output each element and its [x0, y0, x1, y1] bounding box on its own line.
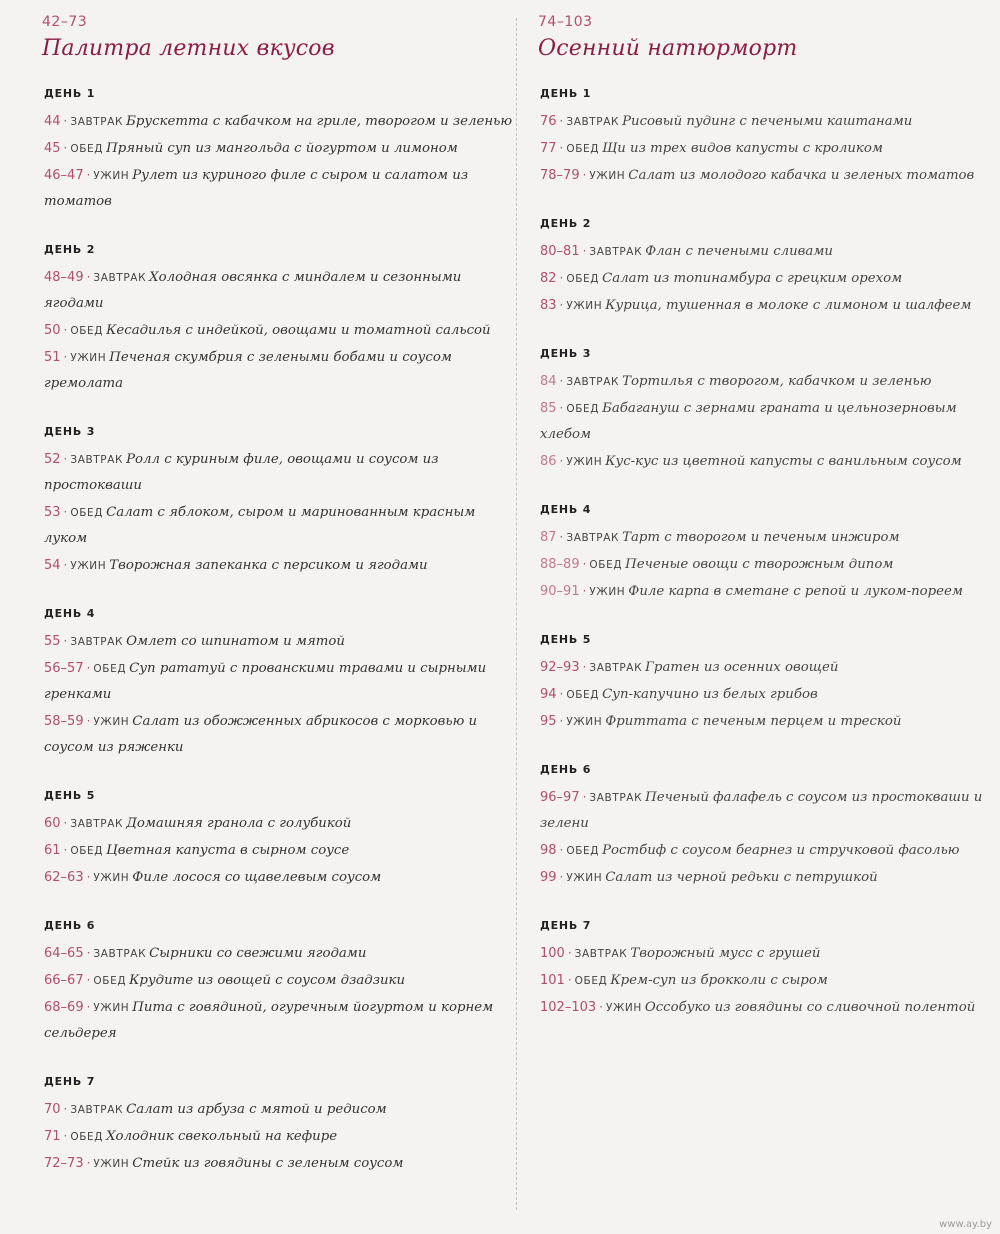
dish-name: Пряный суп из мангольда с йогуртом и лимоном — [106, 141, 458, 156]
menu-entry — [44, 810, 514, 837]
separator-dot: · — [559, 271, 564, 285]
dish-name: Ростбиф с соусом беарнез и стручковой фасолью — [602, 843, 960, 858]
meal-type: УЖИН — [93, 872, 130, 884]
menu-entry — [540, 578, 990, 605]
day-label: ДЕНЬ 6 — [540, 763, 592, 776]
dish-name: Гратен из осенних овощей — [645, 660, 839, 675]
meal-type: УЖИН — [566, 456, 603, 468]
menu-entry — [44, 344, 514, 397]
page-number: 80–81 — [540, 244, 580, 259]
day-label: ДЕНЬ 4 — [540, 503, 592, 516]
meal-type: ОБЕД — [574, 975, 608, 987]
dish-name: Суп рататуй с прованскими травами и сырными гренками — [44, 661, 487, 702]
separator-dot: · — [599, 1000, 603, 1014]
day-label: ДЕНЬ 7 — [44, 1075, 96, 1088]
dish-name: Творожный мусс с грушей — [630, 946, 821, 961]
meal-type: УЖИН — [93, 1158, 130, 1170]
separator-dot: · — [63, 114, 68, 128]
separator-dot: · — [86, 270, 91, 284]
separator-dot: · — [63, 816, 68, 830]
dish-name: Суп-капучино из белых грибов — [602, 687, 818, 702]
dish-name: Салат с яблоком, сыром и маринованным красным луком — [44, 505, 476, 546]
menu-entry — [44, 940, 514, 967]
separator-dot: · — [63, 1129, 68, 1143]
dish-name: Стейк из говядины с зеленым соусом — [132, 1156, 404, 1171]
separator-dot: · — [559, 114, 564, 128]
separator-dot: · — [86, 661, 91, 675]
meal-type: УЖИН — [589, 170, 626, 182]
meal-type: ЗАВТРАК — [566, 376, 620, 388]
day-block — [540, 763, 990, 891]
page-number: 83 — [540, 298, 557, 313]
dish-name: Сырники со свежими ягодами — [149, 946, 367, 961]
menu-entry — [540, 292, 990, 319]
page-number: 68–69 — [44, 1000, 84, 1015]
menu-entry — [540, 135, 990, 162]
meal-type: ЗАВТРАК — [70, 116, 124, 128]
menu-entry — [44, 655, 514, 708]
separator-dot: · — [86, 168, 91, 182]
menu-entry — [44, 552, 514, 579]
dish-name: Тортилья с творогом, кабачком и зеленью — [622, 374, 932, 389]
meal-type: УЖИН — [70, 352, 107, 364]
day-label: ДЕНЬ 3 — [540, 347, 592, 360]
day-label: ДЕНЬ 5 — [44, 789, 96, 802]
page-number: 56–57 — [44, 661, 84, 676]
separator-dot: · — [86, 1156, 91, 1170]
dish-name: Кус-кус из цветной капусты с ванильным соусом — [605, 454, 962, 469]
separator-dot: · — [559, 870, 564, 884]
menu-entry — [540, 967, 990, 994]
separator-dot: · — [63, 141, 68, 155]
dish-name: Печеные овощи с творожным дипом — [625, 557, 894, 572]
page-number: 102–103 — [540, 1000, 597, 1015]
menu-entry — [540, 654, 990, 681]
separator-dot: · — [559, 843, 564, 857]
separator-dot: · — [63, 323, 68, 337]
separator-dot: · — [559, 374, 564, 388]
meal-type: ОБЕД — [93, 975, 127, 987]
meal-type: ОБЕД — [566, 403, 600, 415]
page-number: 96–97 — [540, 790, 580, 805]
day-label: ДЕНЬ 3 — [44, 425, 96, 438]
page-number: 98 — [540, 843, 557, 858]
meal-type: ОБЕД — [566, 143, 600, 155]
menu-entry — [540, 368, 990, 395]
meal-type: ОБЕД — [589, 559, 623, 571]
separator-dot: · — [63, 505, 68, 519]
dish-name: Печеная скумбрия с зелеными бобами и соусом гремолата — [44, 350, 452, 391]
dish-name: Щи из трех видов капусты с кроликом — [602, 141, 883, 156]
meal-type: ОБЕД — [566, 689, 600, 701]
page-number: 62–63 — [44, 870, 84, 885]
days-list — [540, 87, 990, 1021]
dish-name: Тарт с творогом и печеным инжиром — [622, 530, 900, 545]
meal-type: ЗАВТРАК — [70, 818, 124, 830]
separator-dot: · — [86, 714, 91, 728]
autumn-menu-column — [540, 14, 990, 1049]
meal-type: УЖИН — [93, 716, 130, 728]
meal-type: ОБЕД — [70, 325, 104, 337]
dish-name: Брускетта с кабачком на гриле, творогом и зеленью — [126, 114, 513, 129]
dish-name: Филе лосося со щавелевым соусом — [132, 870, 382, 885]
page-range: 74–103 — [538, 14, 593, 30]
dish-name: Филе карпа в сметане с репой и луком-пореем — [628, 584, 963, 599]
page-number: 95 — [540, 714, 557, 729]
page-number: 87 — [540, 530, 557, 545]
page-number: 100 — [540, 946, 565, 961]
separator-dot: · — [559, 141, 564, 155]
page-number: 70 — [44, 1102, 61, 1117]
meal-type: ЗАВТРАК — [70, 636, 124, 648]
meal-type: УЖИН — [589, 586, 626, 598]
menu-entry — [44, 162, 514, 215]
separator-dot: · — [559, 401, 564, 415]
dish-name: Рисовый пудинг с печеными каштанами — [622, 114, 913, 129]
page-number: 82 — [540, 271, 557, 286]
dish-name: Холодная овсянка с миндалем и сезонными ягодами — [44, 270, 462, 311]
page-number: 88–89 — [540, 557, 580, 572]
separator-dot: · — [86, 973, 91, 987]
menu-entry — [540, 708, 990, 735]
separator-dot: · — [582, 660, 587, 674]
menu-entry — [44, 628, 514, 655]
page-number: 60 — [44, 816, 61, 831]
page-number: 48–49 — [44, 270, 84, 285]
separator-dot: · — [63, 452, 68, 466]
meal-type: ОБЕД — [566, 845, 600, 857]
menu-entry — [44, 1096, 514, 1123]
meal-type: УЖИН — [93, 1002, 130, 1014]
menu-entry — [540, 524, 990, 551]
dish-name: Салат из обожженных абрикосов с морковью и соусом из ряженки — [44, 714, 478, 755]
meal-type: ЗАВТРАК — [93, 948, 147, 960]
dish-name: Цветная капуста в сырном соусе — [106, 843, 350, 858]
day-label: ДЕНЬ 1 — [540, 87, 592, 100]
dish-name: Печеный фалафель с соусом из простокваши и зелени — [540, 790, 983, 831]
section-title: Осенний натюрморт — [538, 36, 798, 61]
page-number: 53 — [44, 505, 61, 520]
dish-name: Творожная запеканка с персиком и ягодами — [109, 558, 428, 573]
separator-dot: · — [63, 558, 68, 572]
summer-menu-column — [44, 14, 514, 1205]
menu-entry — [44, 264, 514, 317]
menu-entry — [540, 162, 990, 189]
menu-entry — [44, 1123, 514, 1150]
menu-entry — [44, 446, 514, 499]
page-number: 86 — [540, 454, 557, 469]
dish-name: Салат из черной редьки с петрушкой — [605, 870, 878, 885]
page-number: 66–67 — [44, 973, 84, 988]
page-number: 45 — [44, 141, 61, 156]
separator-dot: · — [567, 946, 572, 960]
dish-name: Омлет со шпинатом и мятой — [126, 634, 345, 649]
page-number: 58–59 — [44, 714, 84, 729]
meal-type: ЗАВТРАК — [589, 792, 643, 804]
separator-dot: · — [63, 350, 68, 364]
page-number: 90–91 — [540, 584, 580, 599]
day-block — [44, 87, 514, 215]
menu-entry — [540, 448, 990, 475]
meal-type: УЖИН — [566, 716, 603, 728]
separator-dot: · — [63, 843, 68, 857]
separator-dot: · — [559, 687, 564, 701]
meal-type: ЗАВТРАК — [93, 272, 147, 284]
page-number: 46–47 — [44, 168, 84, 183]
meal-type: УЖИН — [93, 170, 130, 182]
day-block — [44, 789, 514, 891]
day-label: ДЕНЬ 4 — [44, 607, 96, 620]
meal-type: УЖИН — [605, 1002, 642, 1014]
page-number: 72–73 — [44, 1156, 84, 1171]
meal-type: УЖИН — [566, 300, 603, 312]
separator-dot: · — [86, 870, 91, 884]
day-block — [540, 87, 990, 189]
day-label: ДЕНЬ 2 — [44, 243, 96, 256]
separator-dot: · — [559, 530, 564, 544]
page-number: 76 — [540, 114, 557, 129]
dish-name: Салат из арбуза с мятой и редисом — [126, 1102, 387, 1117]
menu-entry — [44, 135, 514, 162]
menu-entry — [540, 994, 990, 1021]
day-block — [44, 1075, 514, 1177]
meal-type: ОБЕД — [70, 507, 104, 519]
meal-type: ЗАВТРАК — [589, 246, 643, 258]
days-list — [44, 87, 514, 1177]
dish-name: Бабагануш с зернами граната и цельнозерновым хлебом — [540, 401, 957, 442]
page-number: 78–79 — [540, 168, 580, 183]
day-label: ДЕНЬ 5 — [540, 633, 592, 646]
dish-name: Фриттата с печеным перцем и треской — [605, 714, 902, 729]
menu-entry — [44, 708, 514, 761]
menu-entry — [44, 864, 514, 891]
menu-entry — [540, 265, 990, 292]
meal-type: ЗАВТРАК — [70, 1104, 124, 1116]
dish-name: Ролл с куриным филе, овощами и соусом из простокваши — [44, 452, 439, 493]
menu-entry — [44, 994, 514, 1047]
day-block — [540, 919, 990, 1021]
page-number: 77 — [540, 141, 557, 156]
separator-dot: · — [582, 557, 587, 571]
dish-name: Крудите из овощей с соусом дзадзики — [129, 973, 406, 988]
page-range: 42–73 — [42, 14, 88, 30]
page-number: 44 — [44, 114, 61, 129]
watermark: www.ay.by — [939, 1219, 992, 1230]
page-number: 101 — [540, 973, 565, 988]
menu-entry — [540, 681, 990, 708]
page-number: 55 — [44, 634, 61, 649]
separator-dot: · — [63, 1102, 68, 1116]
page-number: 99 — [540, 870, 557, 885]
menu-entry — [44, 967, 514, 994]
page-number: 52 — [44, 452, 61, 467]
menu-entry — [44, 108, 514, 135]
meal-type: ЗАВТРАК — [589, 662, 643, 674]
menu-entry — [44, 499, 514, 552]
day-block — [540, 217, 990, 319]
menu-entry — [540, 784, 990, 837]
meal-type: ЗАВТРАК — [566, 116, 620, 128]
dish-name: Пита с говядиной, огуречным йогуртом и корнем сельдерея — [44, 1000, 494, 1041]
day-label: ДЕНЬ 2 — [540, 217, 592, 230]
page-number: 50 — [44, 323, 61, 338]
dish-name: Курица, тушенная в молоке с лимоном и шалфеем — [605, 298, 972, 313]
meal-type: ОБЕД — [566, 273, 600, 285]
meal-type: УЖИН — [566, 872, 603, 884]
dish-name: Салат из молодого кабачка и зеленых томатов — [628, 168, 975, 183]
meal-type: УЖИН — [70, 560, 107, 572]
dish-name: Домашняя гранола с голубикой — [126, 816, 352, 831]
day-block — [44, 243, 514, 397]
dish-name: Холодник свекольный на кефире — [106, 1129, 338, 1144]
separator-dot: · — [86, 1000, 91, 1014]
meal-type: ЗАВТРАК — [566, 532, 620, 544]
separator-dot: · — [63, 634, 68, 648]
separator-dot: · — [582, 584, 587, 598]
menu-entry — [540, 238, 990, 265]
day-block — [540, 503, 990, 605]
menu-entry — [44, 837, 514, 864]
menu-entry — [44, 317, 514, 344]
meal-type: ОБЕД — [70, 1131, 104, 1143]
menu-entry — [540, 551, 990, 578]
page-number: 92–93 — [540, 660, 580, 675]
dish-name: Оссобуко из говядины со сливочной полентой — [644, 1000, 976, 1015]
separator-dot: · — [559, 454, 564, 468]
day-block — [44, 425, 514, 579]
page-number: 94 — [540, 687, 557, 702]
meal-type: ЗАВТРАК — [574, 948, 628, 960]
day-block — [44, 607, 514, 761]
separator-dot: · — [582, 790, 587, 804]
menu-entry — [44, 1150, 514, 1177]
menu-entry — [540, 864, 990, 891]
menu-entry — [540, 837, 990, 864]
day-label: ДЕНЬ 1 — [44, 87, 96, 100]
dish-name: Флан с печеными сливами — [645, 244, 833, 259]
dish-name: Рулет из куриного филе с сыром и салатом из томатов — [44, 168, 469, 209]
meal-type: ОБЕД — [70, 143, 104, 155]
separator-dot: · — [582, 168, 587, 182]
separator-dot: · — [582, 244, 587, 258]
day-label: ДЕНЬ 6 — [44, 919, 96, 932]
menu-entry — [540, 108, 990, 135]
page-number: 71 — [44, 1129, 61, 1144]
dish-name: Салат из топинамбура с грецким орехом — [602, 271, 903, 286]
separator-dot: · — [559, 714, 564, 728]
separator-dot: · — [86, 946, 91, 960]
separator-dot: · — [559, 298, 564, 312]
page-number: 61 — [44, 843, 61, 858]
day-label: ДЕНЬ 7 — [540, 919, 592, 932]
meal-type: ОБЕД — [70, 845, 104, 857]
page-number: 51 — [44, 350, 61, 365]
dish-name: Крем-суп из брокколи с сыром — [610, 973, 828, 988]
day-block — [540, 347, 990, 475]
separator-dot: · — [567, 973, 572, 987]
column-divider — [516, 18, 517, 1210]
page-number: 54 — [44, 558, 61, 573]
page-number: 64–65 — [44, 946, 84, 961]
dish-name: Кесадилья с индейкой, овощами и томатной сальсой — [106, 323, 491, 338]
page-number: 84 — [540, 374, 557, 389]
day-block — [44, 919, 514, 1047]
meal-type: ЗАВТРАК — [70, 454, 124, 466]
section-title: Палитра летних вкусов — [42, 36, 335, 61]
menu-entry — [540, 940, 990, 967]
meal-type: ОБЕД — [93, 663, 127, 675]
menu-entry — [540, 395, 990, 448]
day-block — [540, 633, 990, 735]
page-number: 85 — [540, 401, 557, 416]
